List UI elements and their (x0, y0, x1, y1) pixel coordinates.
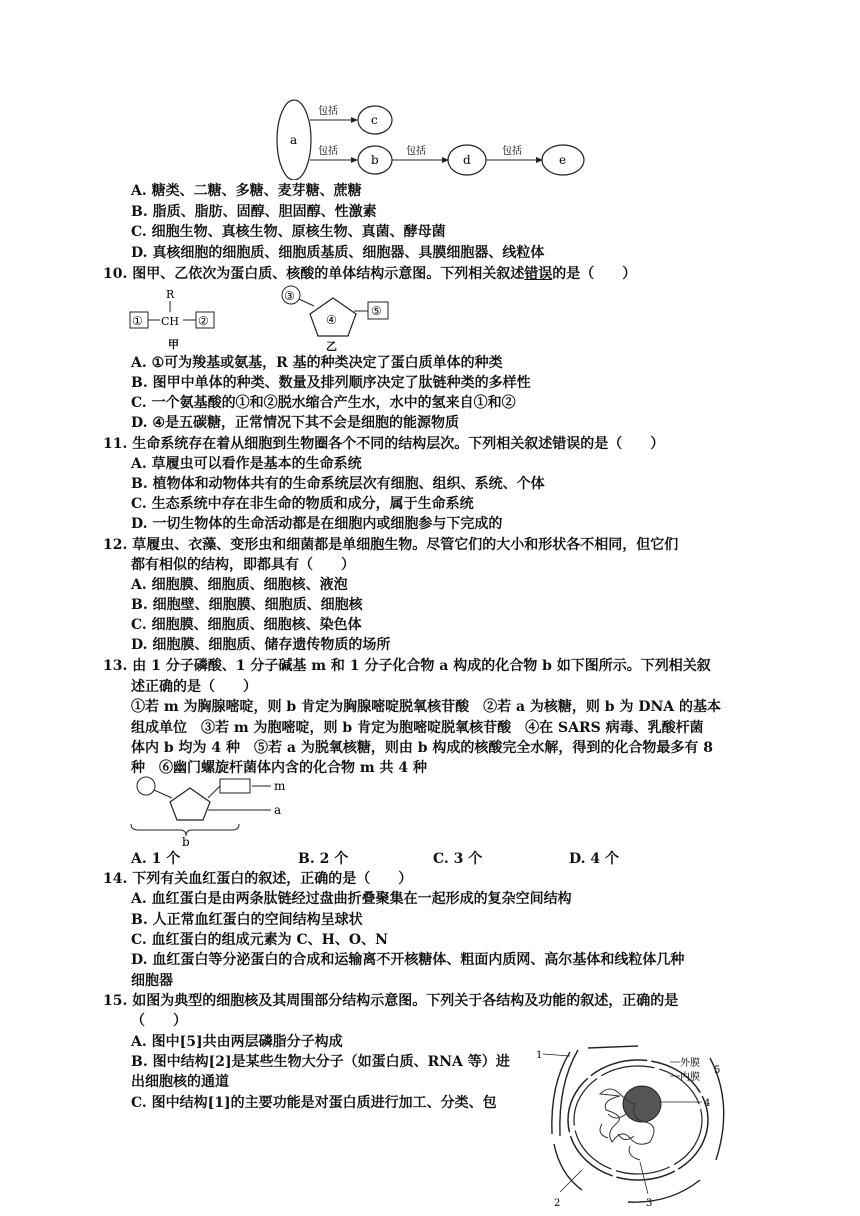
q11-option-a[interactable]: A. 草履虫可以看作是基本的生命系统 (131, 456, 362, 472)
q11-option-d[interactable]: D. 一切生物体的生命活动都是在细胞内或细胞参与下完成的 (131, 516, 503, 532)
q14-option-d[interactable]: D. 血红蛋白等分泌蛋白的合成和运输离不开核糖体、粗面内质网、高尔基体和线粒体几种 (131, 952, 685, 968)
q15-option-b[interactable]: B. 图中结构[2]是某些生物大分子（如蛋白质、RNA 等）进 (131, 1054, 510, 1070)
phosphate-circle (137, 777, 155, 795)
q13-statement-line: 体内 b 均为 4 种 ⑤若 a 为脱氧核糖，则由 b 构成的核酸完全水解，得到的化合物最多有 8 (131, 740, 713, 756)
q12-option-d[interactable]: D. 细胞膜、细胞质、储存遗传物质的场所 (131, 637, 391, 653)
question-number: 14. (103, 871, 128, 887)
svg-text:⑤: ⑤ (371, 304, 382, 318)
q15-option-c[interactable]: C. 图中结构[1]的主要功能是对蛋白质进行加工、分类、包 (131, 1095, 497, 1111)
q10-monomer-diagram (128, 284, 408, 352)
q13-option-a[interactable]: A. 1 个 (131, 851, 181, 867)
label-jia: 甲 (168, 338, 179, 351)
q14-option-d-cont: 细胞器 (131, 973, 173, 989)
pentose-pentagon (170, 788, 210, 820)
svg-text:②: ② (198, 314, 209, 328)
q12-option-b[interactable]: B. 细胞壁、细胞膜、细胞质、细胞核 (131, 597, 363, 613)
svg-text:包括: 包括 (406, 146, 426, 157)
svg-text:5: 5 (714, 1065, 721, 1076)
svg-text:R: R (166, 288, 175, 301)
svg-text:a: a (274, 803, 282, 817)
svg-text:b: b (182, 835, 190, 848)
base-box (220, 779, 250, 793)
svg-text:d: d (463, 153, 471, 167)
q13-statement-line: 组成单位 ③若 m 为胞嘧啶，则 b 肯定为胞嘧啶脱氧核苷酸 ④在 SARS 病毒、乳酸杆菌 (131, 720, 704, 736)
svg-text:内膜: 内膜 (680, 1072, 700, 1083)
svg-text:包括: 包括 (502, 146, 522, 157)
q10-option-a[interactable]: A. ①可为羧基或氨基，R 基的种类决定了蛋白质单体的种类 (131, 355, 503, 371)
q12-option-a[interactable]: A. 细胞膜、细胞质、细胞核、液泡 (131, 577, 348, 593)
q14-option-c[interactable]: C. 血红蛋白的组成元素为 C、H、O、N (131, 932, 388, 948)
svg-text:①: ① (132, 314, 143, 328)
q10-option-c[interactable]: C. 一个氨基酸的①和②脱水缩合产生水，水中的氢来自①和② (131, 395, 516, 411)
svg-text:1: 1 (536, 1050, 543, 1061)
q15-stem-line1: 15. 如图为典型的细胞核及其周围部分结构示意图。下列关于各结构及功能的叙述，正确的是 (103, 993, 679, 1009)
svg-text:包括: 包括 (318, 106, 338, 117)
q13-nucleotide-diagram (128, 774, 308, 848)
q9-option-d[interactable]: D. 真核细胞的细胞质、细胞质基质、细胞器、具膜细胞器、线粒体 (131, 245, 545, 261)
label-a: a (290, 133, 298, 147)
q14-option-a[interactable]: A. 血红蛋白是由两条肽链经过盘曲折叠聚集在一起形成的复杂空间结构 (131, 891, 572, 907)
q15-option-a[interactable]: A. 图中[5]共由两层磷脂分子构成 (131, 1034, 343, 1050)
question-number: 12. (103, 537, 128, 553)
q13-stem-line1: 13. 由 1 分子磷酸、1 分子碱基 m 和 1 分子化合物 a 构成的化合物 b 如下图所示。下列相关叙 (103, 658, 711, 674)
question-number: 11. (103, 436, 128, 452)
question-number: 13. (103, 658, 128, 674)
q13-option-c[interactable]: C. 3 个 (433, 851, 483, 867)
question-number: 15. (103, 993, 128, 1009)
q14-option-b[interactable]: B. 人正常血红蛋白的空间结构呈球状 (131, 912, 363, 928)
q9-option-b[interactable]: B. 脂质、脂肪、固醇、胆固醇、性激素 (131, 204, 377, 220)
q13-statement-line: 种 ⑥幽门螺旋杆菌体内含的化合物 m 共 4 种 (131, 760, 428, 776)
svg-text:m: m (274, 779, 286, 793)
svg-text:b: b (371, 153, 379, 167)
q11-option-b[interactable]: B. 植物体和动物体共有的生命系统层次有细胞、组织、系统、个体 (131, 476, 545, 492)
svg-text:外膜: 外膜 (680, 1058, 700, 1069)
nucleolus (623, 1086, 661, 1122)
q15-option-b-cont: 出细胞核的通道 (131, 1074, 229, 1090)
q14-stem: 14. 下列有关血红蛋白的叙述，正确的是（ ） (103, 871, 413, 887)
label-yi: 乙 (326, 340, 337, 352)
q9-option-c[interactable]: C. 细胞生物、真核生物、原核生物、真菌、酵母菌 (131, 224, 446, 240)
svg-text:e: e (559, 153, 567, 167)
q9-concept-diagram (270, 98, 590, 180)
q13-statement-line: ①若 m 为胸腺嘧啶，则 b 肯定为胸腺嘧啶脱氧核苷酸 ②若 a 为核糖，则 b 为 DNA 的基本 (131, 699, 722, 715)
svg-text:c: c (371, 113, 378, 127)
q11-option-c[interactable]: C. 生态系统中存在非生命的物质和成分，属于生命系统 (131, 496, 474, 512)
q10-stem: 10. 图甲、乙依次为蛋白质、核酸的单体结构示意图。下列相关叙述错误的是（ ） (103, 266, 637, 282)
q10-option-b[interactable]: B. 图甲中单体的种类、数量及排列顺序决定了肽链种类的多样性 (131, 375, 531, 391)
svg-text:④: ④ (326, 313, 337, 327)
svg-text:包括: 包括 (318, 146, 338, 157)
q13-option-b[interactable]: B. 2 个 (298, 851, 349, 867)
svg-text:4: 4 (704, 1098, 711, 1109)
svg-text:CH: CH (161, 315, 180, 328)
q15-stem-line2: （ ） (131, 1013, 187, 1029)
q9-option-a[interactable]: A. 糖类、二糖、多糖、麦芽糖、蔗糖 (131, 183, 362, 199)
q13-stem-line2: 述正确的是（ ） (131, 679, 257, 695)
svg-text:2: 2 (554, 1198, 561, 1209)
q12-stem-line2: 都有相似的结构，即都具有（ ） (131, 557, 355, 573)
svg-text:3: 3 (646, 1198, 653, 1209)
q12-option-c[interactable]: C. 细胞膜、细胞质、细胞核、染色体 (131, 617, 362, 633)
svg-text:③: ③ (284, 289, 295, 303)
q13-option-d[interactable]: D. 4 个 (569, 851, 620, 867)
q11-stem: 11. 生命系统存在着从细胞到生物圈各个不同的结构层次。下列相关叙述错误的是（ ） (103, 436, 665, 452)
keyword-wrong: 错误 (524, 266, 553, 282)
q15-nucleus-diagram (530, 1044, 745, 1210)
q10-option-d[interactable]: D. ④是五碳糖，正常情况下其不会是细胞的能源物质 (131, 415, 459, 431)
question-number: 10. (103, 266, 128, 282)
q12-stem-line1: 12. 草履虫、衣藻、变形虫和细菌都是单细胞生物。尽管它们的大小和形状各不相同，但它们 (103, 537, 679, 553)
